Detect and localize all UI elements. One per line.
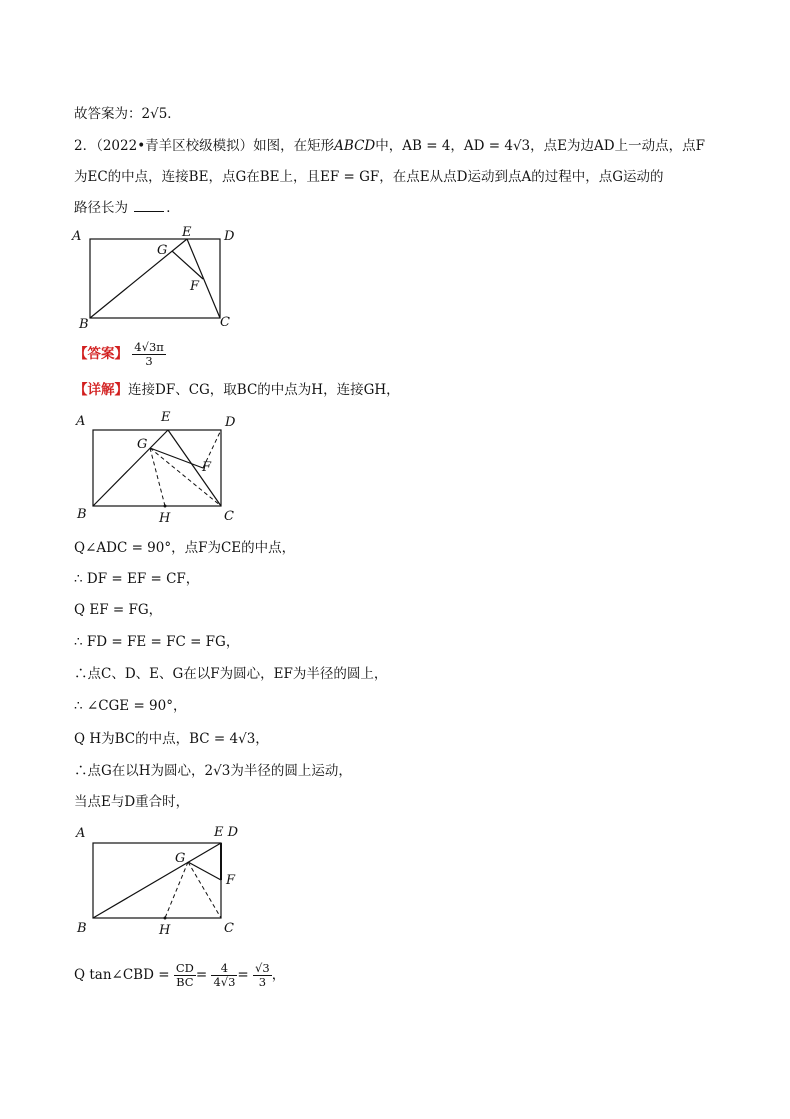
problem-line-1-rest: 中，AB = 4，AD = 4√3，点E为边AD上一动点，点F — [375, 138, 705, 154]
label-g-3: G — [175, 851, 186, 866]
answer-line-previous: 故答案为：2√5． — [74, 106, 181, 122]
figure-3 — [70, 820, 250, 942]
segment-gh-dashed — [150, 448, 165, 506]
label-b: B — [79, 317, 89, 332]
label-f-2: F — [202, 460, 212, 475]
problem-prefix: 2．（2022•青羊区校级模拟）如图，在矩形 — [74, 138, 335, 154]
point-h — [164, 505, 167, 508]
label-a-3: A — [76, 826, 86, 841]
detail-line — [74, 380, 400, 400]
detail-text: 连接DF、CG，取BC的中点为H，连接GH， — [128, 382, 400, 398]
segment-gf-2 — [150, 448, 203, 468]
problem-line-3-text: 路径长为 — [74, 200, 128, 216]
tan-fraction-2-num: 4 — [211, 962, 237, 976]
label-c-2: C — [224, 509, 234, 524]
step-6: ∴ ∠CGE = 90°， — [74, 698, 187, 714]
label-a: A — [72, 229, 82, 244]
tan-fraction-3 — [253, 962, 272, 989]
answer-line — [74, 339, 166, 369]
step-4: ∴ FD = FE = FC = FG， — [74, 634, 240, 650]
label-b-2: B — [77, 507, 87, 522]
problem-line-3: 路径长为 ． — [74, 200, 180, 216]
step-7: Q H为BC的中点，BC = 4√3， — [74, 731, 269, 747]
tan-fraction-3-num: √3 — [255, 961, 270, 975]
step-3: Q EF = FG， — [74, 602, 163, 618]
label-h-3: H — [159, 923, 171, 938]
label-c: C — [220, 315, 230, 330]
figure-2 — [70, 405, 250, 527]
problem-line-2: 为EC的中点，连接BE，点G在BE上，且EF = GF，在点E从点D运动到点A的过程中，点G运动的 — [74, 169, 664, 185]
step-2: ∴ DF = EF = CF， — [74, 571, 200, 587]
step-8: ∴点G在以H为圆心，2√3为半径的圆上运动， — [74, 763, 352, 779]
label-e: E — [182, 225, 192, 240]
answer-denominator: 3 — [145, 354, 153, 368]
segment-be-2 — [93, 430, 168, 506]
label-ed-3: E D — [214, 825, 239, 840]
segment-ec-2 — [168, 430, 221, 506]
figure-1 — [68, 222, 248, 334]
label-f-3: F — [226, 873, 236, 888]
label-h-2: H — [159, 511, 171, 526]
tan-suffix: ， — [271, 967, 286, 983]
problem-line-1 — [74, 136, 705, 156]
tan-prefix: Q tan∠CBD = — [74, 967, 170, 983]
tan-fraction-2-den: 4√3 — [213, 975, 236, 989]
answer-label: 【答案】 — [74, 346, 128, 362]
label-g: G — [157, 243, 168, 258]
label-d: D — [224, 229, 235, 244]
label-d-2: D — [225, 415, 236, 430]
rect-name: ABCD — [334, 138, 376, 154]
step-5: ∴点C、D、E、G在以F为圆心，EF为半径的圆上， — [74, 666, 388, 682]
segment-cg-dashed — [150, 448, 221, 506]
label-g-2: G — [137, 437, 148, 452]
detail-label: 【详解】 — [74, 382, 128, 398]
tan-fraction-1 — [174, 962, 196, 989]
point-h-3 — [164, 917, 167, 920]
label-c-3: C — [224, 921, 234, 936]
segment-bd — [93, 843, 221, 918]
label-f: F — [190, 279, 200, 294]
label-b-3: B — [77, 921, 87, 936]
tan-fraction-2 — [211, 962, 237, 989]
answer-numerator: 4√3π — [134, 340, 164, 354]
tan-fraction-1-num: CD — [175, 961, 194, 975]
step-9: 当点E与D重合时， — [74, 794, 190, 810]
label-a-2: A — [76, 414, 86, 429]
tan-line: Q tan∠CBD = $\frac{CD}{BC}$ = $\frac{4}{4√3}$ = $\frac{√3}{3}$ ， — [74, 961, 286, 989]
tan-fraction-1-den: BC — [176, 975, 194, 989]
tan-fraction-3-den: 3 — [258, 975, 267, 989]
answer-fraction — [132, 341, 166, 368]
step-1: Q∠ADC = 90°，点F为CE的中点， — [74, 540, 296, 556]
rectangle-abcd — [90, 239, 220, 318]
answer-blank — [134, 199, 164, 212]
segment-gh-dashed-3 — [165, 862, 188, 918]
label-e-2: E — [161, 410, 171, 425]
